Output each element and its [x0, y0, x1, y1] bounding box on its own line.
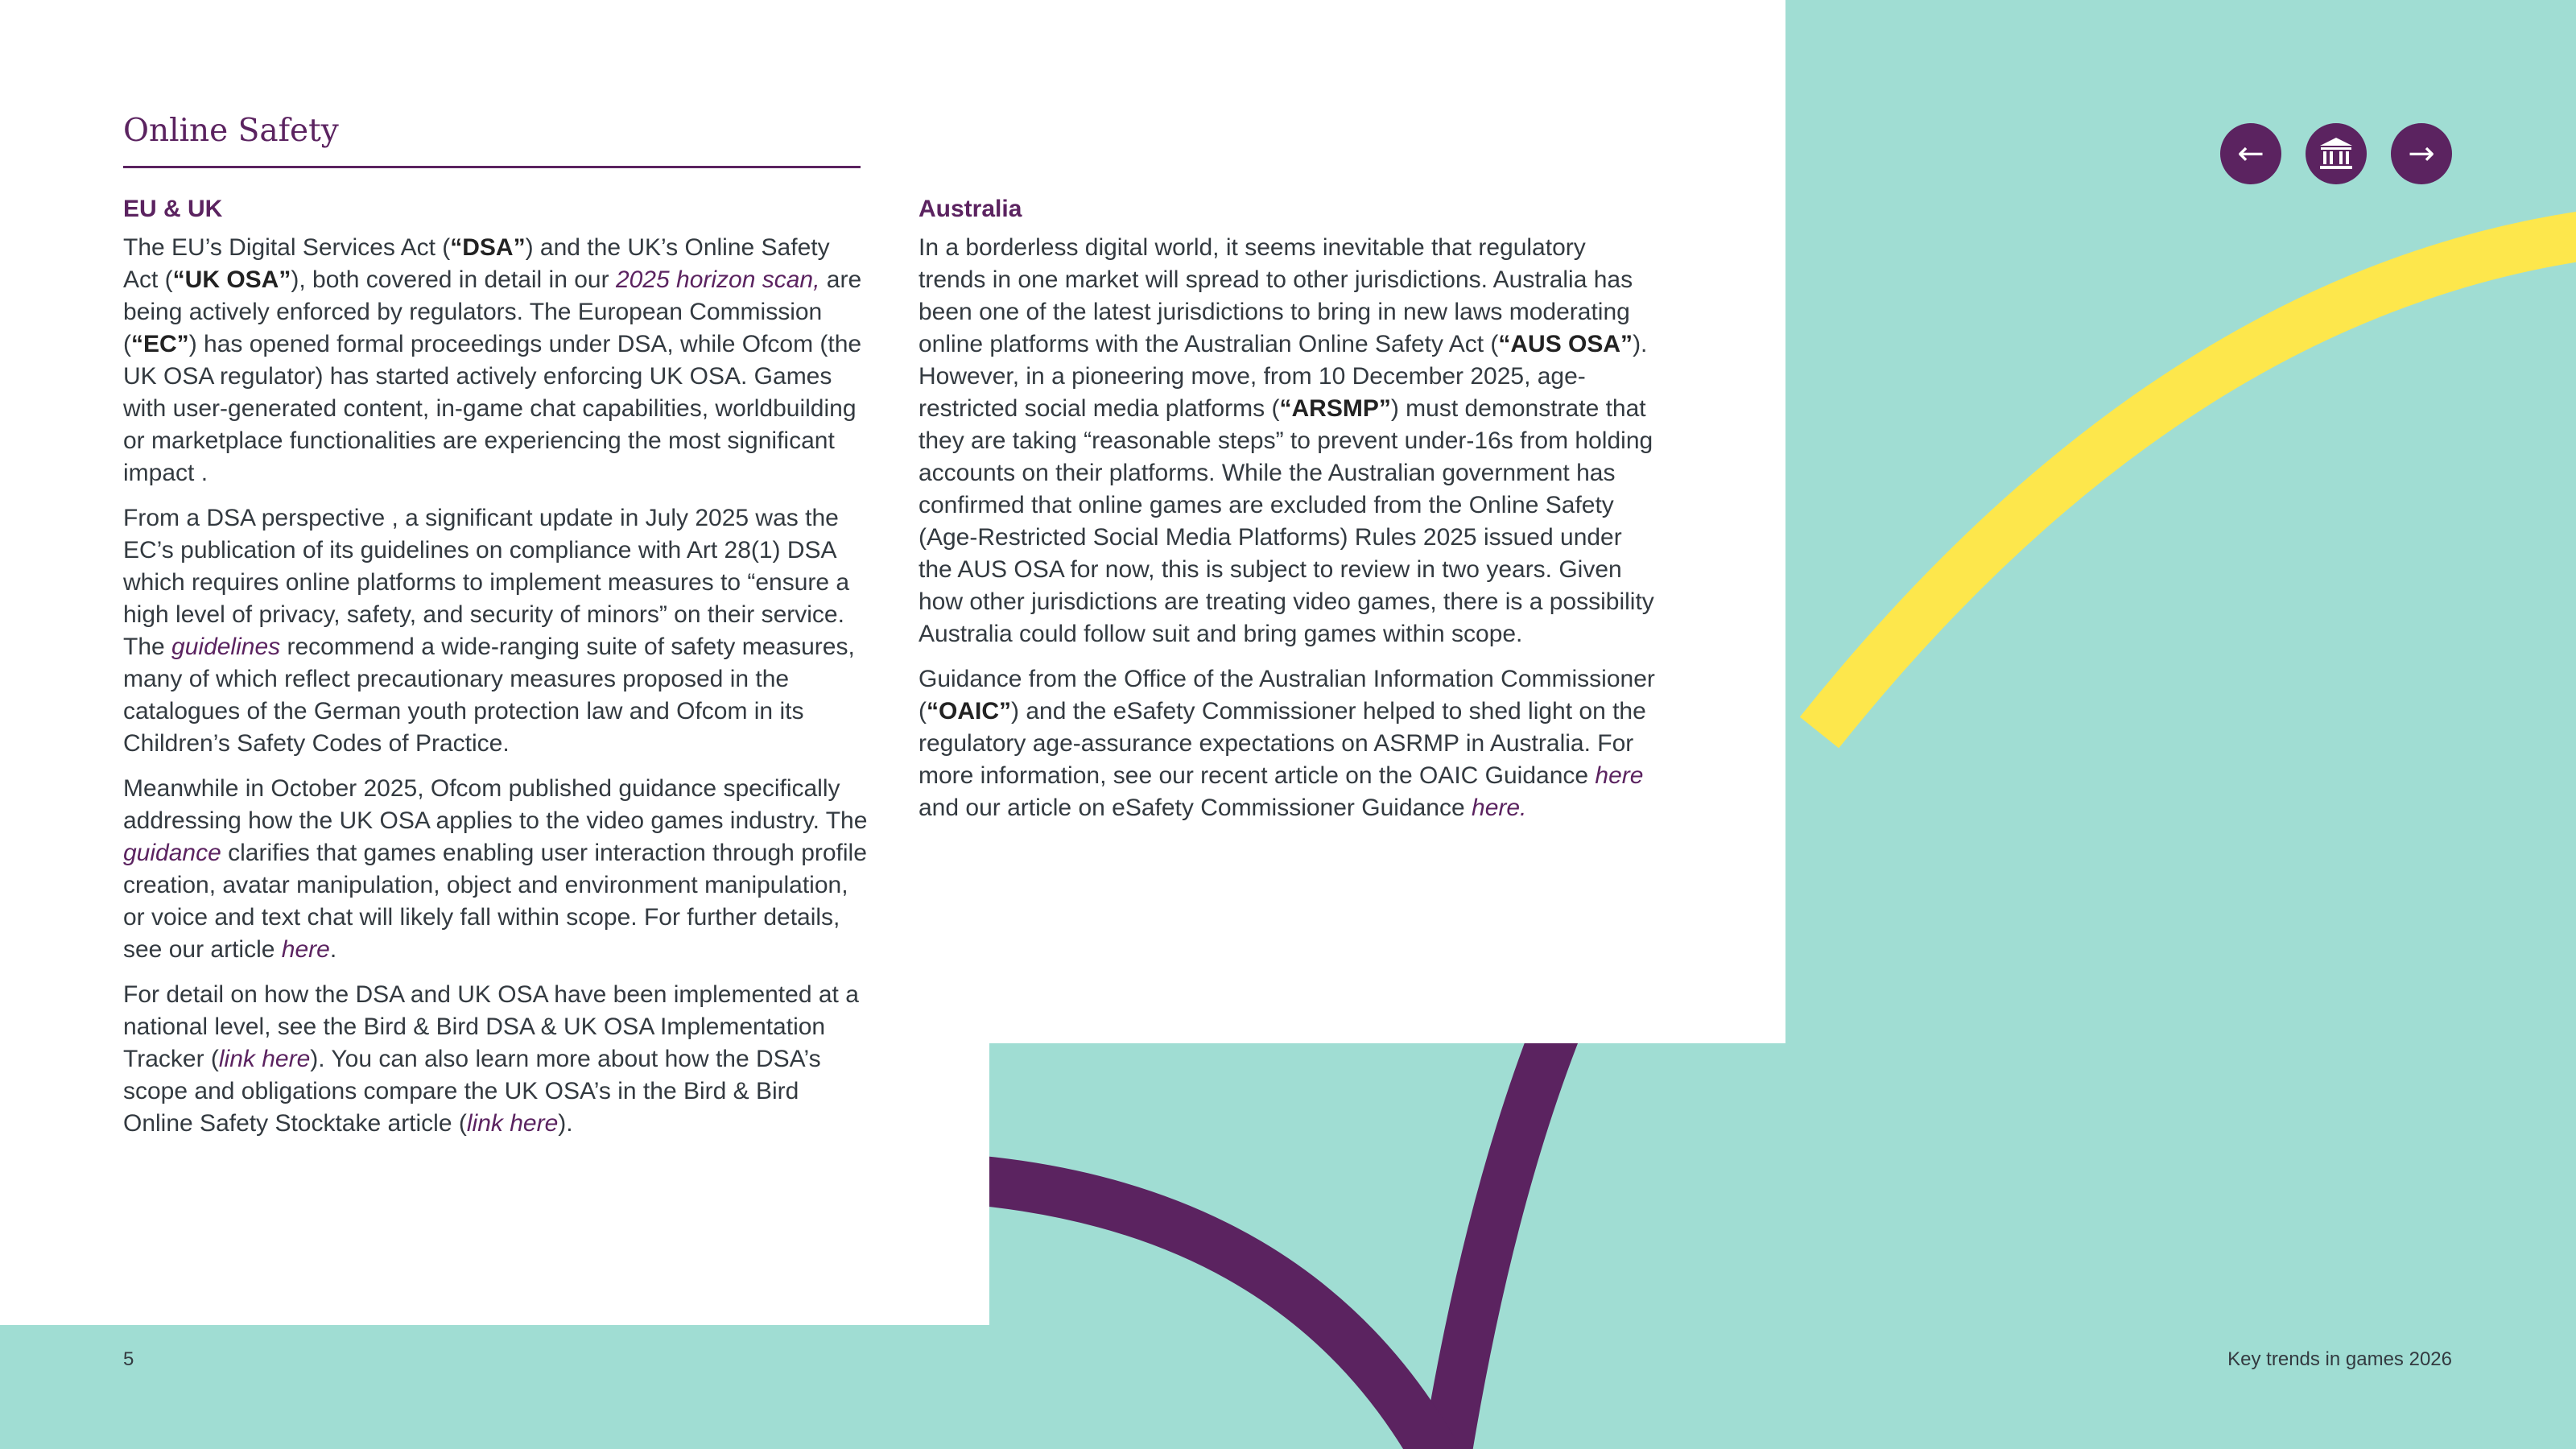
eu-uk-paragraph-3: Meanwhile in October 2025, Ofcom published guidance specifically addressing how the UK OSA applies to the video games industry. The guidance clarifies that games enabling user interaction through profile creation, avatar manipulation, object and environment manipulation, or voice and text chat will likely fall within scope. For further details, see our article here.: [123, 775, 868, 963]
australia-column: [919, 193, 1659, 837]
eu-uk-paragraph-4: For detail on how the DSA and UK OSA have been implemented at a national level, see the Bird & Bird DSA & UK OSA Implementation Tracker (link here). You can also learn more about how the DSA’s scope and obligations compare the UK OSA’s in the Bird & Bird Online Safety Stocktake article (link here).: [123, 981, 859, 1137]
ofcom-guidance-link[interactable]: guidance: [123, 840, 221, 866]
australia-paragraph-1: In a borderless digital world, it seems inevitable that regulatory trends in one market will spread to other jurisdictions. Australia has been one of the latest jurisdictions to bring in new laws moderating online platforms with the Australian Online Safety Act (“AUS OSA”). However, in a pioneering move, from 10 December 2025, age-restricted social media platforms (“ARSMP”) must demonstrate that they are taking “reasonable steps” to prevent under-16s from holding accounts on their platforms. While the Australian government has confirmed that online games are excluded from the Online Safety (Age-Restricted Social Media Platforms) Rules 2025 issued under the AUS OSA for now, this is subject to review in two years. Given how other jurisdictions are treating video games, there is a possibility Australia could follow suit and bring games within scope.: [919, 234, 1654, 647]
oaic-guidance-link[interactable]: here: [1595, 762, 1644, 789]
eu-uk-paragraph-1: The EU’s Digital Services Act (“DSA”) and the UK’s Online Safety Act (“UK OSA”), both covered in detail in our 2025 horizon scan, are being actively enforced by regulators. The European Commission (“EC”) has opened formal proceedings under DSA, while Ofcom (the UK OSA regulator) has started actively enforcing UK OSA. Games with user-generated content, in-game chat capabilities, worldbuilding or marketplace functionalities are experiencing the most significant impact .: [123, 234, 862, 486]
horizon-scan-link[interactable]: 2025 horizon scan,: [615, 266, 820, 293]
purple-check-long-stroke: [1445, 1006, 1566, 1449]
home-button[interactable]: [2306, 123, 2367, 184]
page-number: 5: [123, 1348, 134, 1370]
eu-uk-heading: EU & UK: [123, 196, 223, 222]
yellow-arc: [1819, 233, 2576, 733]
australia-paragraph-2: Guidance from the Office of the Australian Information Commissioner (“OAIC”) and the eSafety Commissioner helped to shed light on the regulatory age-assurance expectations on ASRMP in Australia. For more information, see our recent article on the OAIC Guidance here and our article on eSafety Commissioner Guidance here.: [919, 666, 1655, 821]
purple-check-short-stroke: [966, 1179, 1437, 1449]
institution-icon: [2318, 135, 2355, 172]
esafety-guidance-link[interactable]: here.: [1472, 795, 1527, 821]
eu-uk-paragraph-2: From a DSA perspective , a significant update in July 2025 was the EC’s publication of its guidelines on compliance with Art 28(1) DSA which requires online platforms to implement measures to “ensure a high level of privacy, safety, and security of minors” on their service. The guidelines recommend a wide-ranging suite of safety measures, many of which reflect precautionary measures proposed in the catalogues of the German youth protection law and Ofcom in its Children’s Safety Codes of Practice.: [123, 505, 855, 757]
eu-uk-column: [123, 193, 868, 1153]
document-title: Key trends in games 2026: [2227, 1348, 2452, 1370]
page-title: Online Safety: [123, 113, 339, 149]
stocktake-article-link[interactable]: link here: [466, 1110, 559, 1137]
next-page-button[interactable]: [2391, 123, 2452, 184]
arrow-right-icon: →: [2408, 135, 2435, 172]
ofcom-article-link[interactable]: here: [281, 936, 330, 963]
guidelines-link[interactable]: guidelines: [171, 634, 281, 660]
implementation-tracker-link[interactable]: link here: [218, 1046, 311, 1072]
title-underline: [123, 166, 861, 168]
australia-heading: Australia: [919, 196, 1022, 222]
previous-page-button[interactable]: [2220, 123, 2281, 184]
arrow-left-icon: ←: [2237, 135, 2264, 172]
